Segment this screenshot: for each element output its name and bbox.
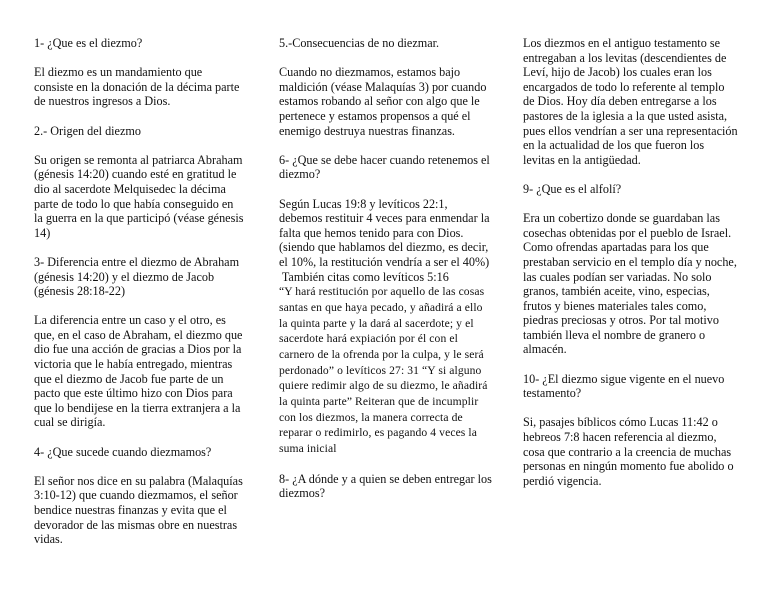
column-middle — [279, 36, 492, 516]
column-right — [523, 36, 738, 503]
heading-q8: 8- ¿A dónde y a quien se deben entregar los diezmos? — [279, 471, 492, 501]
heading-q6: 6- ¿Que se debe hacer cuando retenemos el diezmo? — [279, 152, 490, 182]
paragraph-q2: Su origen se remonta al patriarca Abraham (génesis 14:20) cuando esté en gratitud le dio al sacerdote Melquisedec la décima parte de todo lo que había conseguido en la guerra en la que participó (véase génesis 14) — [34, 152, 244, 240]
bible-quote — [279, 284, 492, 457]
heading-q5: 5.-Consecuencias de no diezmar. — [279, 36, 440, 50]
heading-q9: 9- ¿Que es el alfolí? — [523, 181, 622, 196]
paragraph-q1: El diezmo es un mandamiento que consiste en la donación de la décima parte de nuestros ingresos a Dios. — [34, 65, 240, 109]
heading-q3: 3- Diferencia entre el diezmo de Abraham (génesis 14:20) y el diezmo de Jacob (génesis 28:18-22) — [34, 254, 240, 299]
heading-q10: 10- ¿El diezmo sigue vigente en el nuevo testamento? — [523, 371, 725, 401]
paragraph-q5: Cuando no diezmamos, estamos bajo maldición (véase Malaquías 3) por cuando estamos robando al señor con algo que le pertenece y estamos propensos a qué el enemigo destruya nuestras finanzas. — [279, 65, 487, 138]
paragraph-q8: Los diezmos en el antiguo testamento se entregaban a los levitas (descendientes de Leví, hijo de Jacob) los cuales eran los encargados de todo lo referente al templo de Dios. Hoy día deben entregarse a los pastores de la iglesia a la que usted asista, pues ellos vendrían a ser una representación en la actualidad de los que fueron los levitas en la antigüedad. — [523, 36, 738, 167]
paragraph-q9: Era un cobertizo donde se guardaban las cosechas obtenidas por el pueblo de Israel. Como ofrendas apartadas para los que prestaban servicio en el templo día y noche, las cuales podían ser variadas. No solo granos, también aceite, vino, especias, frutos y bienes materiales tales como, piedras preciosas y otros. Por tal motivo también lleva el nombre de granero o almacén. — [523, 211, 737, 357]
paragraph-q10: Si, pasajes bíblicos cómo Lucas 11:42 o hebreos 7:8 hacen referencia al diezmo, cosa que contrario a la creencia de muchas personas en ningún momento fue abolido o perdió vigencia. — [523, 415, 734, 488]
paragraph-q6: Según Lucas 19:8 y levíticos 22:1, debemos restituir 4 veces para enmendar la falta que hemos tenido para con Dios. (siendo que hablamos del diezmo, es decir, el 10%, la restitución vendría a ser el 40%) — [279, 196, 490, 269]
heading-q1: 1- ¿Que es el diezmo? — [34, 36, 143, 50]
paragraph-q6-citas: También citas como levíticos 5:16 — [279, 269, 449, 284]
paragraph-q3: La diferencia entre un caso y el otro, es que, en el caso de Abraham, el diezmo que dio fue una acción de gracias a Dios por la victoria que le había entregado, mientras que el diezmo de Jacob fue parte de un pacto que este último hizo con Dios para que lo bendijese en la tierra extranjera a la cual se dirigía. — [34, 313, 243, 430]
heading-q4: 4- ¿Que sucede cuando diezmamos? — [34, 444, 212, 459]
quote-text: “Y hará restitución por aquello de las cosas santas en que haya pecado, y añadirá a ello la quinta parte y la dará al sacerdote; y el sacerdote hará expiación por él con el carnero de la ofrenda por la culpa, y le será perdonado” o levíticos 27: 31 “Y si alguno quiere redimir algo de su diezmo, le añadirá la quinta parte” Reiteran que de incumplir con los diezmos, la manera correcta de reparar o redimirlo, es pagando 4 veces la suma inicial — [279, 285, 488, 456]
column-left — [34, 36, 244, 561]
paragraph-q4: El señor nos dice en su palabra (Malaquías 3:10-12) que cuando diezmamos, el señor bendice nuestras finanzas y evita que el devorador de las mismas obre en nuestras vidas. — [34, 473, 243, 547]
heading-q2: 2.- Origen del diezmo — [34, 123, 141, 138]
